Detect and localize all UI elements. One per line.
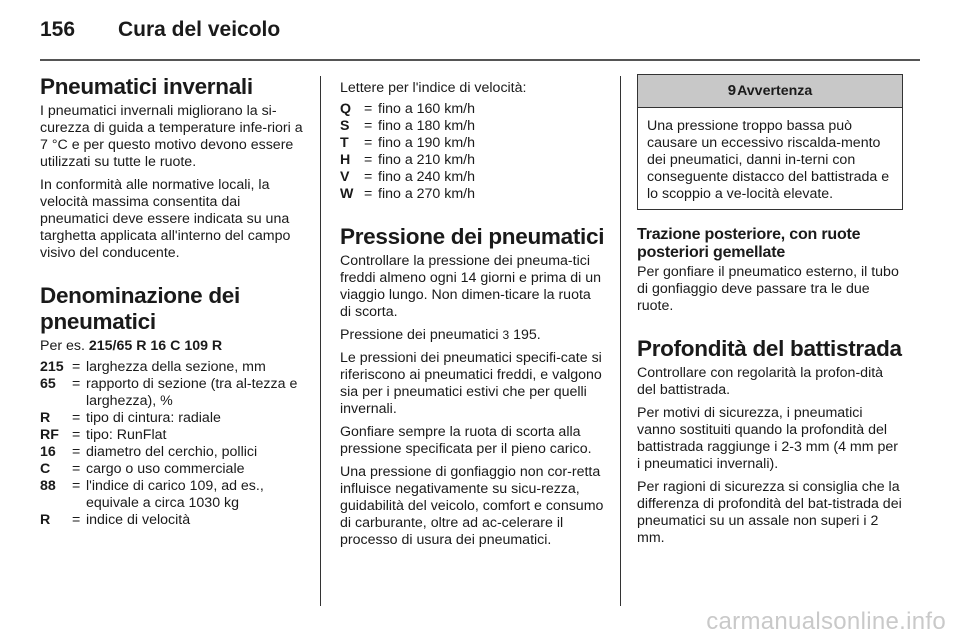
winter-tyres-paragraph-1: I pneumatici invernali migliorano la si-curezza di guida a temperature infe-riori a 7 °C e per questo motivo devono essere utilizzati su tutte le ruote. xyxy=(40,103,303,170)
page-number: 156 xyxy=(40,18,76,41)
winter-tyres-heading: Pneumatici invernali xyxy=(40,74,253,99)
speed-index-intro: Lettere per l'indice di velocità: xyxy=(340,80,527,96)
rear-traction-body: Per gonfiare il pneumatico esterno, il tubo di gonfiaggio deve passare tra le due ruote. xyxy=(637,264,899,314)
list-item: 65 = rapporto di sezione (tra al-tezza e larghezza), % xyxy=(40,376,298,409)
tread-depth-heading: Profondità del battistrada xyxy=(637,336,902,361)
list-item: 16 = diametro del cerchio, pollici xyxy=(40,444,258,460)
winter-tyres-paragraph-2: In conformità alle normative locali, la velocità massima consentita dai pneumatici deve essere indicata su una targhetta applicata all'interno del campo visivo del conducente. xyxy=(40,177,291,261)
tyre-pressure-paragraph-5: Una pressione di gonfiaggio non cor-retta influisce negativamente su sicu-rezza, guidabilità del veicolo, comfort e consumo di carburante, oltre ad ac-celerare il processo di usura dei pneumatici. xyxy=(340,464,604,548)
header-divider xyxy=(40,59,920,61)
list-item: R = tipo di cintura: radiale xyxy=(40,410,221,426)
list-item: Q = fino a 160 km/h xyxy=(340,101,476,117)
warning-title: Avvertenza xyxy=(737,83,813,99)
tyre-pressure-paragraph-1: Controllare la pressione dei pneuma-tici freddi almeno ogni 14 giorni e prima di un viaggio lungo. Non dimen-ticare la ruota di scorta. xyxy=(340,253,602,320)
tread-depth-paragraph-2: Per motivi di sicurezza, i pneumatici vanno sostituiti quando la profondità del battistrada raggiunge i 2-3 mm (4 mm per i pneumatici invernali). xyxy=(637,405,899,472)
column-2 xyxy=(340,74,605,555)
column-divider-1 xyxy=(320,76,321,606)
column-1 xyxy=(40,74,305,535)
list-item: RF = tipo: RunFlat xyxy=(40,427,167,443)
page-title: Cura del veicolo xyxy=(118,18,281,41)
tyre-pressure-reference: Pressione dei pneumatici 3 195. xyxy=(340,327,541,343)
tyre-pressure-paragraph-4: Gonfiare sempre la ruota di scorta alla pressione specificata per il pieno carico. xyxy=(340,424,592,457)
list-item: C = cargo o uso commerciale xyxy=(40,461,245,477)
list-item: 88 = l'indice di carico 109, ad es., equivale a circa 1030 kg xyxy=(40,478,264,511)
list-item: R = indice di velocità xyxy=(40,512,191,528)
warning-box xyxy=(637,74,903,210)
warning-icon: 9 xyxy=(727,82,737,99)
tyre-designation-example: Per es. 215/65 R 16 C 109 R xyxy=(40,338,223,354)
warning-header xyxy=(638,75,902,108)
list-item: W = fino a 270 km/h xyxy=(340,186,476,202)
tyre-designation-list xyxy=(40,359,305,529)
list-item: H = fino a 210 km/h xyxy=(340,152,476,168)
tyre-pressure-paragraph-3: Le pressioni dei pneumatici specifi-cate si riferiscono ai pneumatici freddi, e valgono sia per i pneumatici estivi che per quelli invernali. xyxy=(340,350,602,417)
tread-depth-paragraph-1: Controllare con regolarità la profon-dità del battistrada. xyxy=(637,365,884,398)
page-header xyxy=(40,14,920,58)
speed-index-list xyxy=(340,101,605,203)
tread-depth-paragraph-3: Per ragioni di sicurezza si consiglia che la differenza di profondità del bat-tistrada dei pneumatici su un assale non superi i 2 mm. xyxy=(637,479,902,546)
list-item: T = fino a 190 km/h xyxy=(340,135,476,151)
list-item: 215 = larghezza della sezione, mm xyxy=(40,359,266,375)
rear-traction-heading: Trazione posteriore, con ruote posteriori gemellate xyxy=(637,226,861,261)
warning-body: Una pressione troppo bassa può causare un eccessivo riscalda-mento dei pneumatici, danni in-terni con conseguente distacco del battistrada e lo scoppio a ve-locità elevate. xyxy=(647,118,890,202)
list-item: S = fino a 180 km/h xyxy=(340,118,476,134)
watermark: carmanualsonline.info xyxy=(706,608,946,635)
column-divider-2 xyxy=(620,76,621,606)
column-3 xyxy=(637,74,903,553)
page-reference-icon: 3 xyxy=(502,328,510,342)
tyre-designation-heading: Denominazione dei pneumatici xyxy=(40,283,240,334)
list-item: V = fino a 240 km/h xyxy=(340,169,476,185)
tyre-code: 215/65 R 16 C 109 R xyxy=(88,338,223,354)
tyre-pressure-heading: Pressione dei pneumatici xyxy=(340,224,605,249)
